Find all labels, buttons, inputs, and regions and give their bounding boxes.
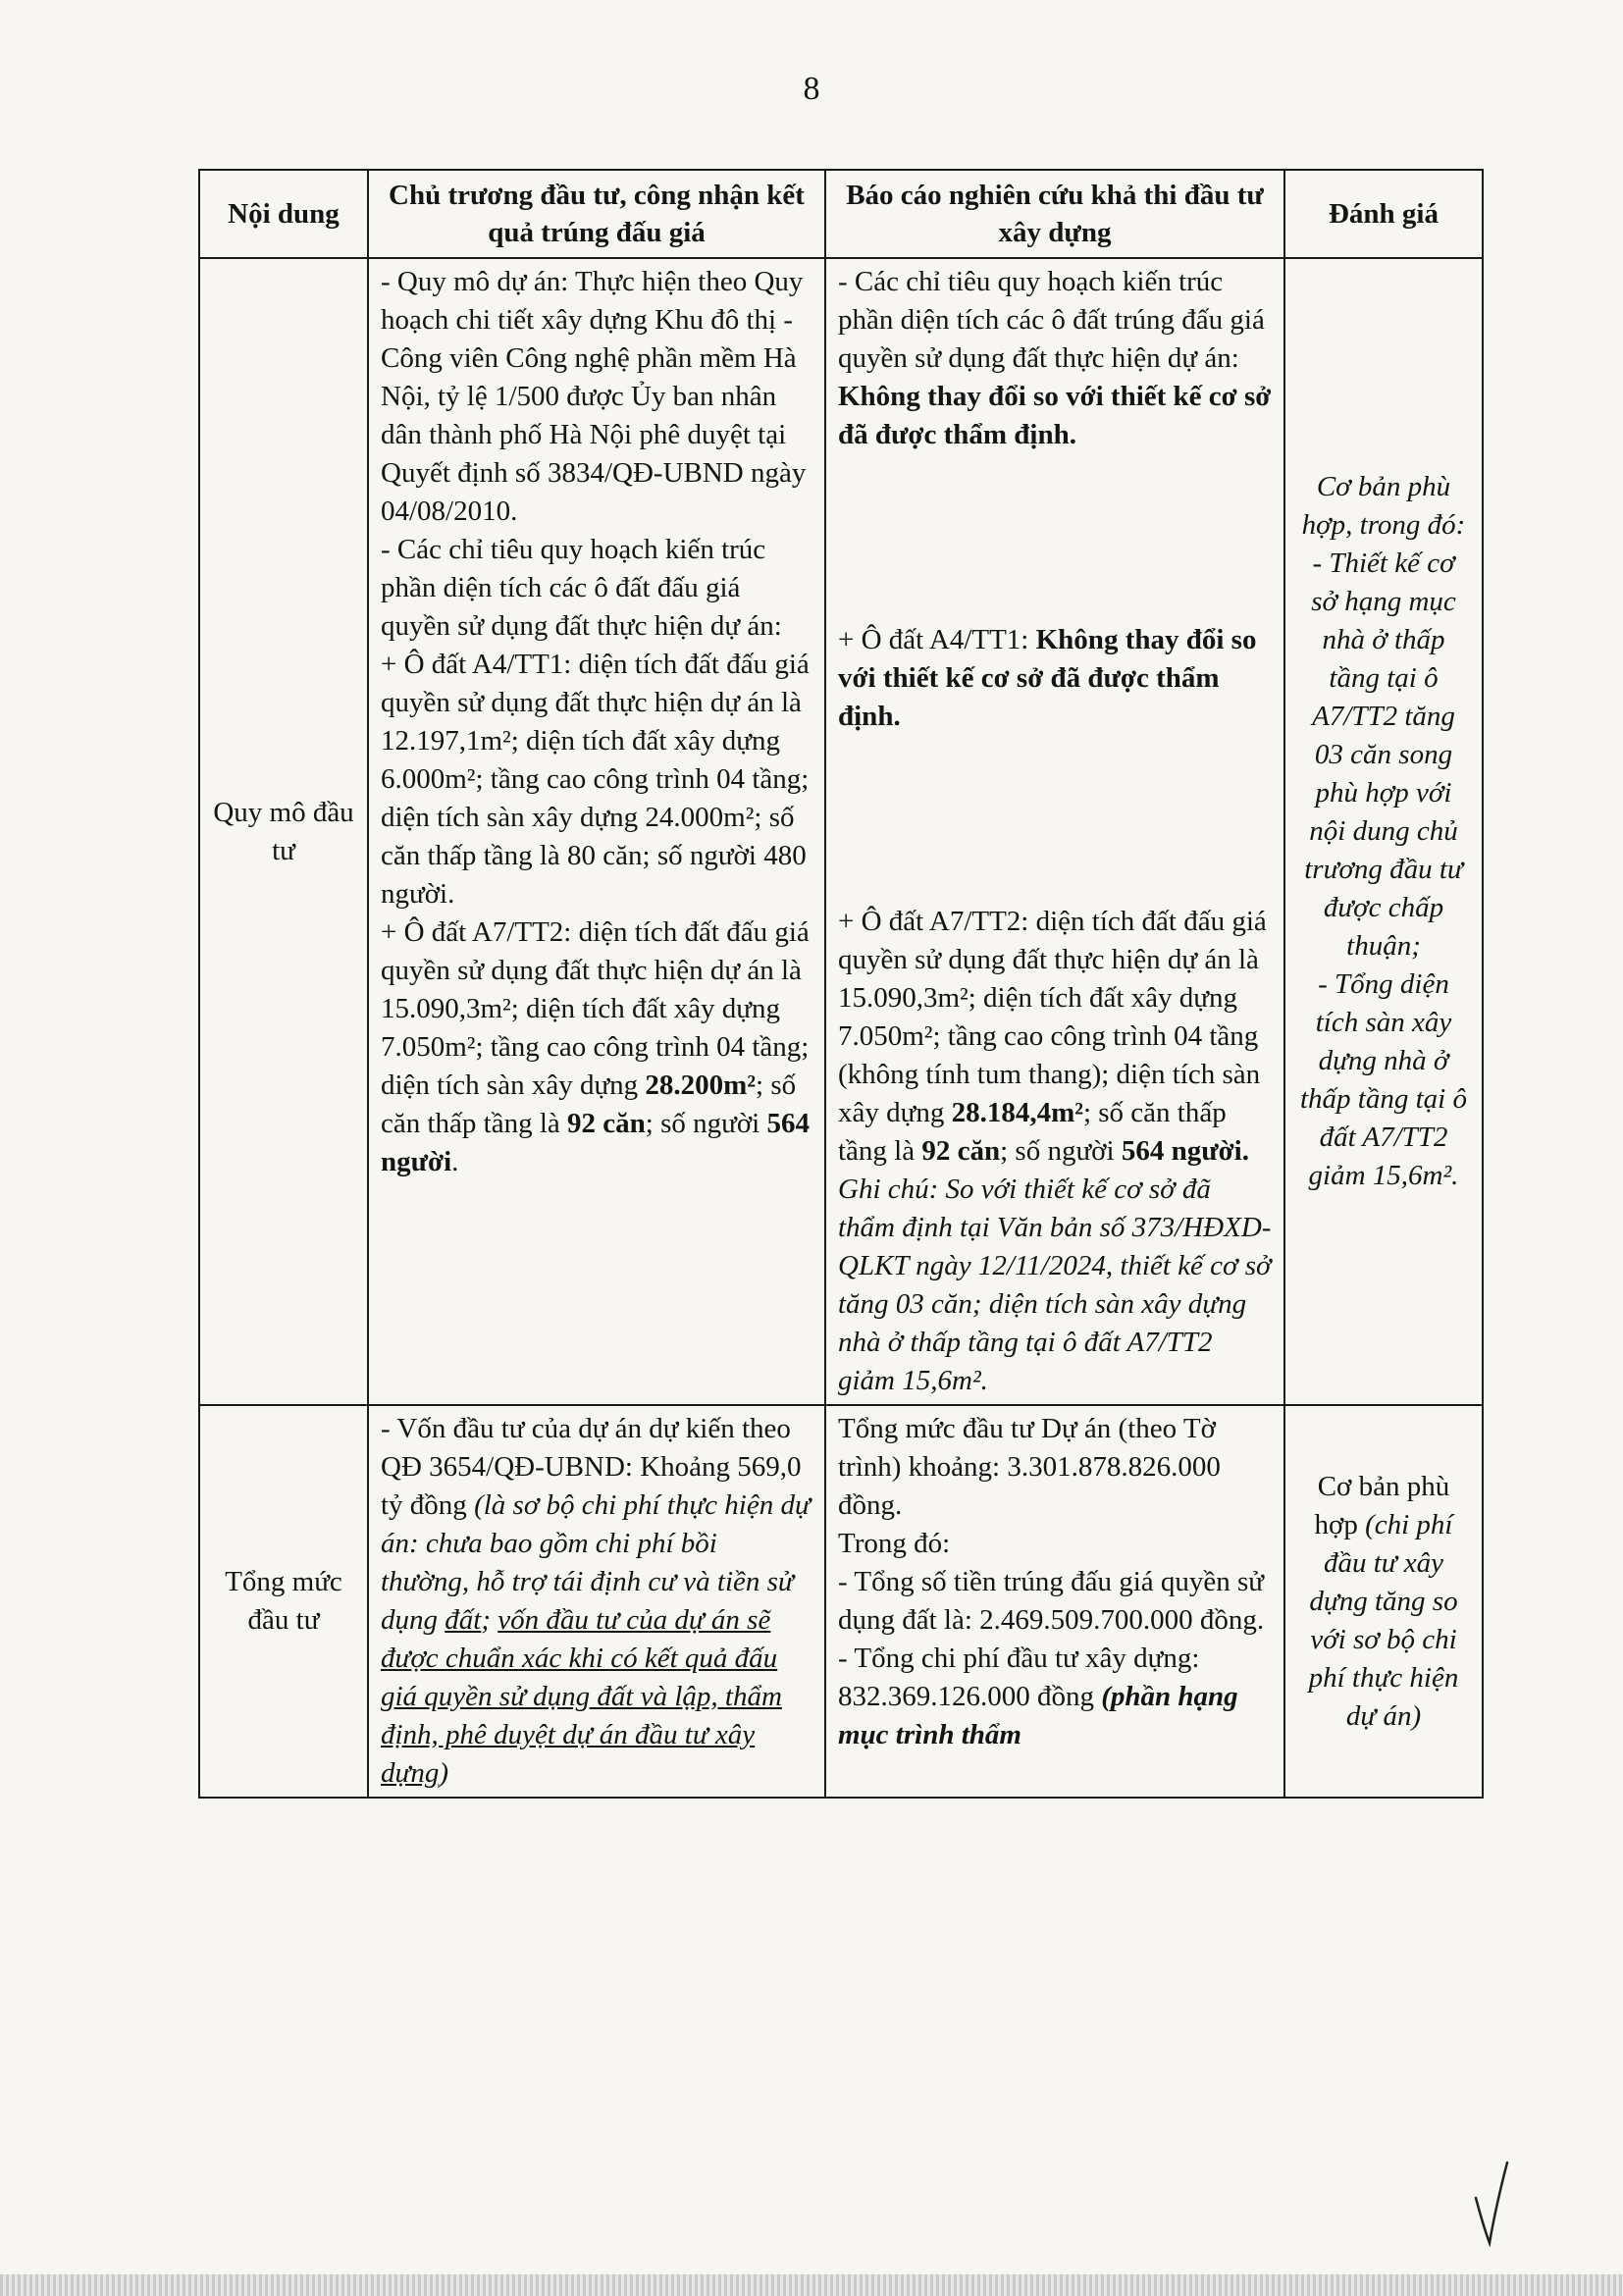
row-label-scale: Quy mô đầu tư	[199, 258, 368, 1405]
report-total-investment: Tổng mức đầu tư Dự án (theo Tờ trình) khoảng: 3.301.878.826.000 đồng.	[838, 1413, 1221, 1521]
header-content: Nội dung	[199, 170, 368, 258]
scan-bottom-edge	[0, 2274, 1623, 2296]
policy-criteria-paragraph: - Các chỉ tiêu quy hoạch kiến trúc phần diện tích các ô đất đấu giá quyền sử dụng đất thực hiện dự án:	[381, 534, 782, 642]
assessment-table	[198, 169, 1484, 1799]
spacer	[838, 736, 1272, 903]
report-plot-a4: + Ô đất A4/TT1: Không thay đổi so với thiết kế cơ sở đã được thẩm định.	[838, 624, 1257, 732]
table-row-scale	[199, 258, 1483, 1405]
header-policy: Chủ trương đầu tư, công nhận kết quả trúng đấu giá	[368, 170, 825, 258]
assessment-point-2: - Tổng diện tích sàn xây dựng nhà ở thấp tầng tại ô đất A7/TT2 giảm 15,6m².	[1300, 968, 1467, 1191]
report-note: Ghi chú: So với thiết kế cơ sở đã thẩm định tại Văn bản số 373/HĐXD-QLKT ngày 12/11/2024, thiết kế cơ sở tăng 03 căn; diện tích sàn xây dựng nhà ở thấp tầng tại ô đất A7/TT2 giảm 15,6m².	[838, 1174, 1272, 1396]
report-plot-a7: + Ô đất A7/TT2: diện tích đất đấu giá quyền sử dụng đất thực hiện dự án là 15.090,3m²; diện tích đất xây dựng 7.050m²; tầng cao công trình 04 tầng (không tính tum thang); diện tích sàn xây dựng 28.184,4m²; số căn thấp tầng là 92 căn; số người 564 người.	[838, 906, 1267, 1167]
header-assessment: Đánh giá	[1284, 170, 1483, 258]
table-row-investment	[199, 1405, 1483, 1798]
header-feasibility-report: Báo cáo nghiên cứu khả thi đầu tư xây dựng	[825, 170, 1284, 258]
assessment-investment: Cơ bản phù hợp (chi phí đầu tư xây dựng tăng so với sơ bộ chi phí thực hiện dự án)	[1308, 1470, 1459, 1732]
assessment-summary: Cơ bản phù hợp, trong đó:	[1301, 471, 1466, 541]
assessment-cell-investment	[1284, 1405, 1483, 1798]
policy-plot-a4: + Ô đất A4/TT1: diện tích đất đấu giá quyền sử dụng đất thực hiện dự án là 12.197,1m²; diện tích đất xây dựng 6.000m²; tầng cao công trình 04 tầng; diện tích sàn xây dựng 24.000m²; số căn thấp tầng là 80 căn; số người 480 người.	[381, 649, 810, 910]
policy-cell-scale	[368, 258, 825, 1405]
report-auction-amount: - Tổng số tiền trúng đấu giá quyền sử dụng đất là: 2.469.509.700.000 đồng.	[838, 1566, 1265, 1636]
page-number: 8	[803, 71, 820, 107]
policy-cell-investment	[368, 1405, 825, 1798]
policy-investment-paragraph: - Vốn đầu tư của dự án dự kiến theo QĐ 3654/QĐ-UBND: Khoảng 569,0 tỷ đồng (là sơ bộ chi phí thực hiện dự án: chưa bao gồm chi phí bồi thường, hỗ trợ tái định cư và tiền sử dụng đất; vốn đầu tư của dự án sẽ được chuẩn xác khi có kết quả đấu giá quyền sử dụng đất và lập, thẩm định, phê duyệt dự án đầu tư xây dựng)	[381, 1413, 811, 1789]
report-cell-scale	[825, 258, 1284, 1405]
handwritten-check-mark	[1472, 2159, 1511, 2247]
assessment-cell-scale	[1284, 258, 1483, 1405]
report-cell-investment	[825, 1405, 1284, 1798]
policy-plot-a7: + Ô đất A7/TT2: diện tích đất đấu giá quyền sử dụng đất thực hiện dự án là 15.090,3m²; diện tích đất xây dựng 7.050m²; tầng cao công trình 04 tầng; diện tích sàn xây dựng 28.200m²; số căn thấp tầng là 92 căn; số người 564 người.	[381, 916, 810, 1177]
assessment-point-1: - Thiết kế cơ sở hạng mục nhà ở thấp tầng tại ô A7/TT2 tăng 03 căn song phù hợp với nội dung chủ trương đầu tư được chấp thuận;	[1304, 548, 1463, 962]
spacer	[838, 454, 1272, 621]
report-construction-cost: - Tổng chi phí đầu tư xây dựng: 832.369.126.000 đồng (phần hạng mục trình thẩm	[838, 1643, 1238, 1750]
policy-scale-paragraph: - Quy mô dự án: Thực hiện theo Quy hoạch chi tiết xây dựng Khu đô thị - Công viên Công nghệ phần mềm Hà Nội, tỷ lệ 1/500 được Ủy ban nhân dân thành phố Hà Nội phê duyệt tại Quyết định số 3834/QĐ-UBND ngày 04/08/2010.	[381, 266, 807, 527]
report-criteria-paragraph: - Các chỉ tiêu quy hoạch kiến trúc phần diện tích các ô đất trúng đấu giá quyền sử dụng đất thực hiện dự án: Không thay đổi so với thiết kế cơ sở đã được thẩm định.	[838, 266, 1272, 450]
report-breakdown-label: Trong đó:	[838, 1528, 951, 1559]
row-label-investment: Tổng mức đầu tư	[199, 1405, 368, 1798]
table-header-row	[199, 170, 1483, 258]
